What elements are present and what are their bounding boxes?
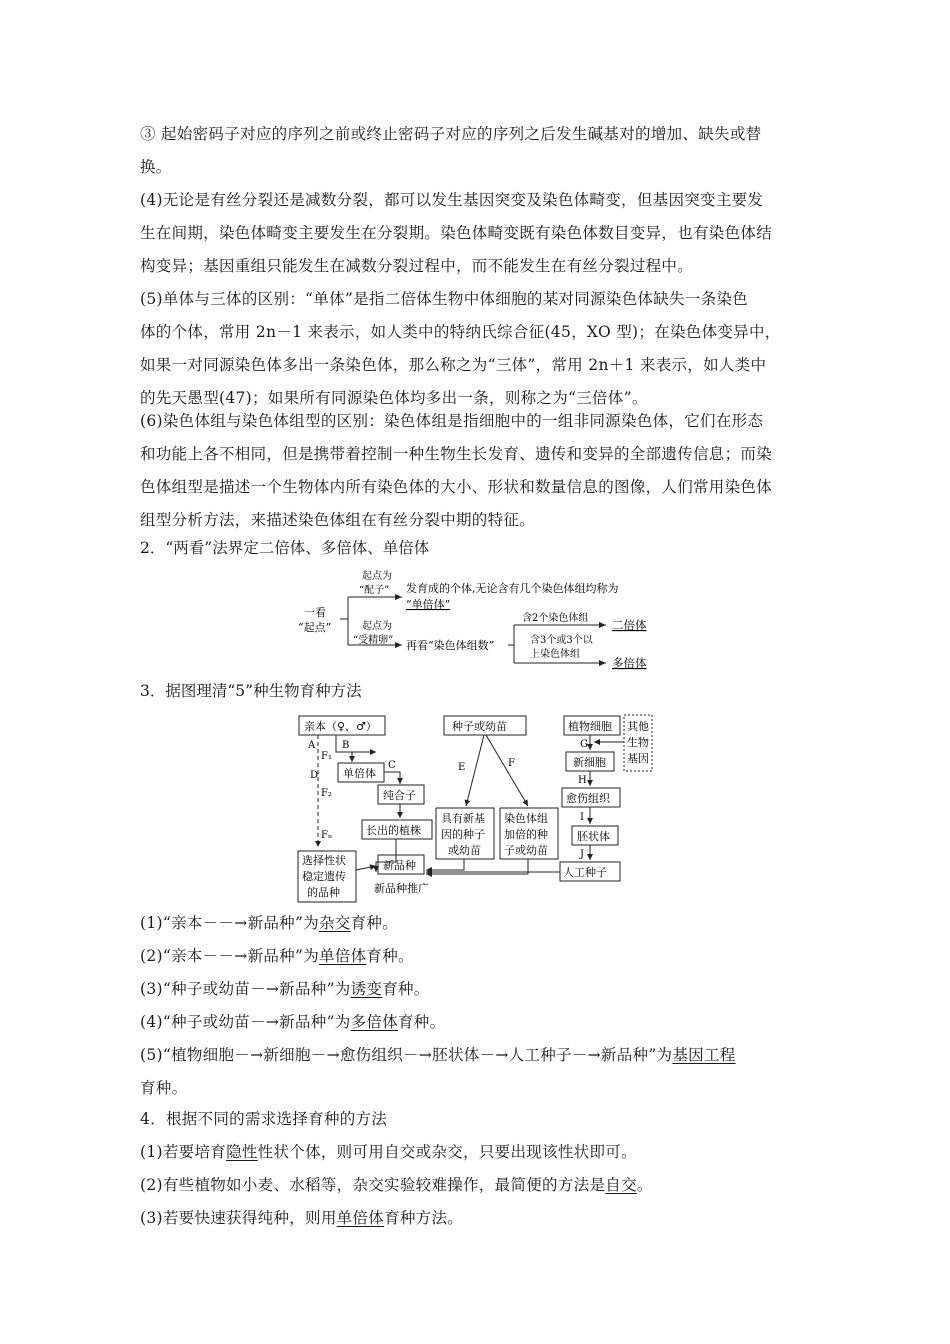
req-text: (2)有些植物如小麦、水稻等，杂交实验较难操作，最简便的方法是: [140, 1176, 606, 1194]
text-line: 色体组型是描述一个生物体内所有染色体的大小、形状和数量信息的图像，人们常用染色体: [140, 478, 773, 496]
other-gene-box: 其他: [627, 720, 649, 733]
method-item-5: [140, 1039, 820, 1072]
step-label-h: H: [578, 775, 587, 786]
req-text: (3)若要快速获得纯种，则用: [140, 1209, 337, 1227]
requirement-item-2: [140, 1169, 820, 1202]
plant-box: 长出的植株: [366, 824, 421, 837]
method-text: (3)“种子或幼苗－→新品种”为: [140, 980, 351, 998]
new-variety-box: 新品种: [383, 859, 416, 872]
child-2-label: 上染色体组: [530, 649, 580, 660]
branch-1-text: 发育成的个体,无论含有几个染色体组均称为: [406, 582, 619, 595]
req-answer: 自交: [605, 1176, 637, 1194]
ploidy-diagram: [290, 565, 670, 673]
method-text: (5)“植物细胞－→新细胞－→愈伤组织－→胚状体－→人工种子－→新品种”为: [140, 1046, 673, 1064]
other-gene-box: 基因: [627, 752, 649, 765]
text-line: (4)无论是有丝分裂还是减数分裂，都可以发生基因突变及染色体畸变，但基因突变主要发: [140, 191, 764, 209]
branch-2-label: “受精卵”: [353, 635, 394, 646]
req-text: 育种方法。: [384, 1209, 464, 1227]
text-line: 和功能上各不相同，但是携带着控制一种生物生长发育、遗传和变异的全部遗传信息；而染: [140, 445, 773, 463]
req-text: (1)若要培育: [140, 1143, 227, 1161]
double-box: 子或幼苗: [504, 844, 548, 857]
method-text: 育种。: [398, 1013, 446, 1031]
method-text: (4)“种子或幼苗－→新品种”为: [140, 1013, 351, 1031]
diagram-left-label: 一看: [304, 606, 326, 619]
branch-2-label: 起点为: [362, 621, 392, 632]
method-text: 育种。: [350, 914, 399, 932]
text-line: 构变异；基因重组只能发生在减数分裂过程中，而不能发生在有丝分裂过程中。: [140, 257, 694, 275]
method-answer: 杂交: [319, 914, 351, 932]
req-answer: 单倍体: [336, 1209, 385, 1227]
req-text: 性状个体，则可用自交或杂交，只要出现该性状即可。: [257, 1143, 637, 1161]
method-answer: 基因工程: [672, 1046, 736, 1064]
method-item-5-cont: 育种。: [140, 1079, 188, 1097]
step-label-i: I: [580, 812, 584, 823]
paragraph-4: [140, 184, 820, 283]
select-box: 选择性状: [302, 854, 346, 867]
branch-1-label: 起点为: [362, 571, 392, 582]
text-line: 的先天愚型(47)；如果所有同源染色体均多出一条，则称之为“三倍体”。: [140, 389, 648, 407]
embryo-box: 胚状体: [577, 830, 610, 843]
text-line: (5)单体与三体的区别：“单体”是指二倍体生物中体细胞的某对同源染色体缺失一条染色: [140, 290, 749, 308]
newgene-box: 因的种子: [441, 828, 485, 841]
text-line: (6)染色体组与染色体组型的区别：染色体组是指细胞中的一组非同源染色体，它们在形态: [140, 412, 764, 430]
paragraph-6: [140, 405, 820, 537]
promote-label: 新品种推广: [374, 882, 429, 895]
plant-cell-box: 植物细胞: [568, 720, 612, 733]
req-answer: 隐性: [226, 1143, 258, 1161]
callus-box: 愈伤组织: [566, 792, 610, 805]
method-answer: 多倍体: [350, 1013, 398, 1031]
new-cell-box: 新细胞: [573, 756, 606, 769]
pure-box: 纯合子: [383, 789, 416, 802]
method-answer: 单倍体: [319, 947, 367, 965]
artificial-seed-box: 人工种子: [563, 866, 607, 879]
branch-1-label: “配子”: [359, 585, 390, 596]
text-line: 换。: [140, 158, 172, 176]
method-text: (2)“亲本－－→新品种”为: [140, 947, 319, 965]
step-label-j: J: [580, 849, 585, 860]
section-4-heading: 4．根据不同的需求选择育种的方法: [140, 1110, 388, 1128]
child-2-result: 多倍体: [612, 656, 647, 670]
method-text: 育种。: [382, 980, 430, 998]
child-1-result: 二倍体: [612, 618, 647, 632]
text-line: 如果一对同源染色体多出一条染色体，那么称之为“三体”，常用 2n＋1 来表示，如人类中: [140, 356, 767, 374]
requirement-item-1: [140, 1136, 820, 1169]
breeding-diagram: [296, 712, 660, 904]
newgene-box: 或幼苗: [448, 844, 481, 857]
step-label-f: F: [508, 758, 515, 769]
parent-box: 亲本（♀、♂）: [304, 720, 377, 733]
text-line: ③ 起始密码子对应的序列之前或终止密码子对应的序列之后发生碱基对的增加、缺失或替: [140, 125, 762, 143]
other-gene-box: 生物: [627, 736, 649, 749]
generation-f1: F₁: [321, 751, 332, 762]
step-label-c: C: [388, 760, 396, 771]
newgene-box: 具有新基: [441, 812, 485, 825]
generation-f2: F₂: [321, 788, 332, 799]
method-text: 育种。: [366, 947, 414, 965]
section-2-heading: 2．“两看”法界定二倍体、多倍体、单倍体: [140, 539, 430, 557]
haploid-box: 单倍体: [343, 767, 376, 780]
branch-2-text: 再看“染色体组数”: [406, 639, 495, 652]
text-line: 体的个体，常用 2n－1 来表示，如人类中的特纳氏综合征(45，XO 型)；在染色体变异中，: [140, 323, 781, 341]
branch-1-result: “单倍体”: [406, 598, 451, 611]
select-box: 的品种: [307, 886, 340, 899]
method-item-4: [140, 1006, 820, 1039]
method-text: (1)“亲本－－→新品种”为: [140, 914, 319, 932]
step-label-a: A: [308, 740, 316, 751]
method-answer: 诱变: [350, 980, 383, 998]
req-text: 。: [636, 1176, 653, 1194]
seed-box: 种子或幼苗: [452, 720, 507, 733]
method-item-1: [140, 907, 820, 940]
method-item-2: [140, 940, 820, 973]
double-box: 加倍的种: [504, 828, 548, 841]
paragraph-5: [140, 283, 820, 415]
method-item-3: [140, 973, 820, 1006]
methods-list: [140, 907, 820, 1105]
child-2-label: 含3个或3个以: [530, 635, 593, 646]
requirement-item-3: [140, 1202, 820, 1235]
section-4: [140, 1103, 820, 1235]
text-line: 生在间期，染色体畸变主要发生在分裂期。染色体畸变既有染色体数目变异，也有染色体结: [140, 224, 773, 242]
step-label-b: B: [342, 740, 350, 751]
section-3-heading: 3．据图理清“5”种生物育种方法: [140, 682, 362, 700]
double-box: 染色体组: [504, 812, 548, 825]
step-label-e: E: [458, 762, 466, 773]
select-box: 稳定遗传: [302, 870, 346, 883]
step-label-g: G: [580, 739, 588, 750]
child-1-label: 含2个染色体组: [522, 613, 589, 624]
generation-fn: Fₙ: [321, 830, 333, 841]
step-label-d: D: [310, 770, 319, 781]
paragraph-item-3: [140, 118, 820, 184]
diagram-left-label: “起点”: [298, 621, 332, 634]
text-line: 组型分析方法，来描述染色体组在有丝分裂中期的特征。: [140, 511, 536, 529]
